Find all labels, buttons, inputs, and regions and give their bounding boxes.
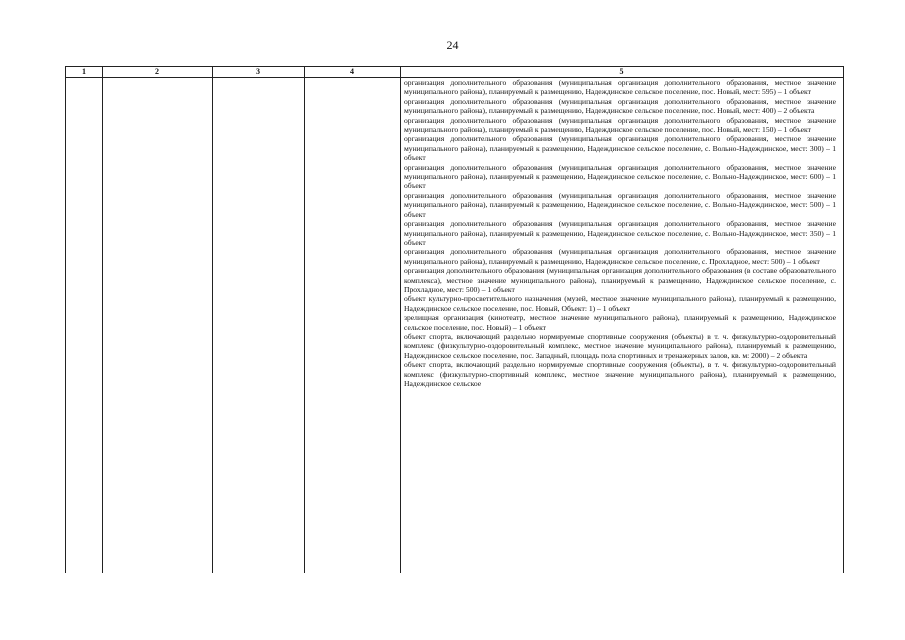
- page-number: 24: [446, 38, 459, 52]
- table-entry: организация дополнительного образования (муниципальная организация дополнительного образования, местное значение муниципального района), планируемый к размещению, Надеждинское сельское поселение, с. Вольно-Надеждинское, мест: 600) – 1 объект: [404, 162, 836, 191]
- header-col-3: 3: [256, 67, 260, 76]
- table-entry: организация дополнительного образования (муниципальная организация дополнительного образования, местное значение муниципального района), планируемый к размещению, Надеждинское сельское поселение, с. Вольно-Надеждинское, мест: 350) – 1 объект: [404, 219, 836, 247]
- table-entry: организация дополнительного образования (муниципальная организация дополнительного образования, местное значение муниципального района), планируемый к размещению, Надеждинское сельское поселение, с. Прохладное, мест: 500) – 1 объект: [404, 247, 836, 266]
- column-divider: [212, 67, 213, 573]
- column-divider: [400, 67, 401, 573]
- header-col-2: 2: [155, 67, 159, 76]
- header-col-4: 4: [350, 67, 354, 76]
- table-entry: организация дополнительного образования (муниципальная организация дополнительного образования (в составе образовательного комплекса), местное значение муниципального района), планируемый к размещению, Надеждинское сельское поселение, с. Прохладное, мест: 500) – 1 объект: [404, 266, 836, 294]
- table-entry: организация дополнительного образования (муниципальная организация дополнительного образования, местное значение муниципального района), планируемый к размещению, Надеждинское сельское поселение, пос. Новый, мест: 150) – 1 объект: [404, 115, 836, 135]
- column-5-content: [404, 78, 836, 388]
- table-entry: зрелищная организация (кинотеатр, местное значение муниципального района), планируемый к размещению, Надеждинское сельское поселение, пос. Новый) – 1 объект: [404, 313, 836, 332]
- table-entry: объект спорта, включающий раздельно нормируемые спортивные сооружения (объекты), в т. ч. физкультурно-оздоровительный комплекс (физкультурно-спортивный комплекс, местное значение муниципального района), планируемый к размещению, Надеждинское сельское: [404, 360, 836, 388]
- table-header-row: [66, 67, 843, 78]
- table-entry: объект спорта, включающий раздельно нормируемые спортивные сооружения (объекты) в т. ч. физкультурно-оздоровительный комплекс (физкультурно-оздоровительный комплекс, местное значение муниципального района), планируемый к размещению, Надеждинское сельское поселение, пос. Западный, площадь пола спортивных и тренажерных залов, кв. м: 2000) – 2 объекта: [404, 331, 836, 360]
- table-entry: объект культурно-просветительного назначения (музей, местное значение муниципального района), планируемый к размещению, Надеждинское сельское поселение, пос. Новый, Объект: 1) – 1 объект: [404, 294, 836, 313]
- table-entry: организация дополнительного образования (муниципальная организация дополнительного образования, местное значение муниципального района), планируемый к размещению, Надеждинское сельское поселение, пос. Новый, мест: 595) – 1 объект: [404, 78, 836, 97]
- table-entry: организация дополнительного образования (муниципальная организация дополнительного образования, местное значение муниципального района), планируемый к размещению, Надеждинское сельское поселение, пос. Новый, мест: 400) – 2 объекта: [404, 96, 836, 116]
- table-entry: организация дополнительного образования (муниципальная организация дополнительного образования, местное значение муниципального района), планируемый к размещению, Надеждинское сельское поселение, с. Вольно-Надеждинское, мест: 500) – 1 объект: [404, 190, 836, 219]
- header-col-1: 1: [82, 67, 86, 76]
- column-divider: [304, 67, 305, 573]
- column-divider: [102, 67, 103, 573]
- header-col-5: 5: [619, 67, 624, 76]
- planning-table: [65, 66, 844, 573]
- table-entry: организация дополнительного образования (муниципальная организация дополнительного образования, местное значение муниципального района), планируемый к размещению, Надеждинское сельское поселение, с. Вольно-Надеждинское, мест: 300) – 1 объект: [404, 134, 836, 163]
